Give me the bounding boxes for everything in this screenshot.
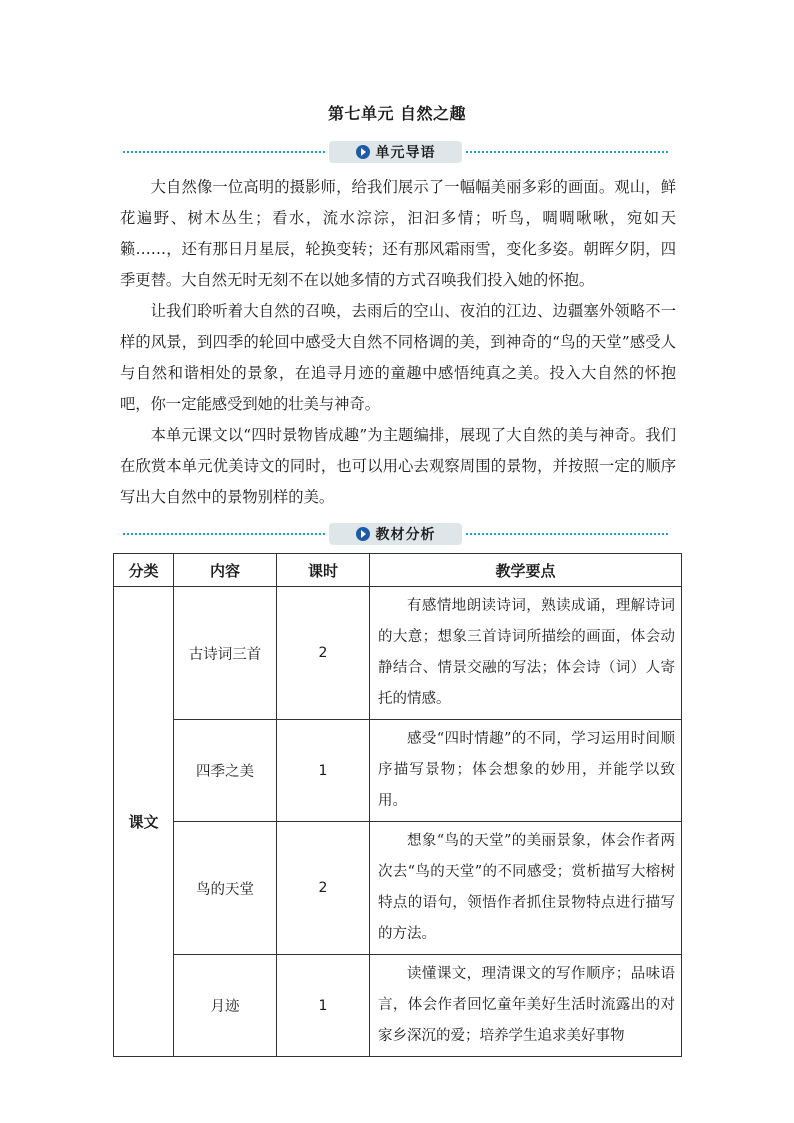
- table-header-row: [114, 554, 682, 587]
- dotted-divider-left: [123, 151, 325, 153]
- section-header-analysis: [123, 523, 668, 545]
- dotted-divider-right: [466, 151, 668, 153]
- intro-paragraph: 大自然像一位高明的摄影师，给我们展示了一幅幅美丽多彩的画面。观山，鲜花遍野、树木丛生；看水，流水淙淙，汩汩多情；听鸟，啁啁啾啾，宛如天籁……，还有那日月星辰，轮换变转；还有那风霜雨雪，变化多姿。朝晖夕阴，四季更替。大自然无时无刻不在以她多情的方式召唤我们投入她的怀抱。: [120, 178, 676, 289]
- header-content: 内容: [174, 554, 277, 587]
- header-hours: 课时: [277, 554, 370, 587]
- points-cell: 有感情地朗读诗词，熟读成诵，理解诗词的大意；想象三首诗词所描绘的画面，体会动静结合、情景交融的写法；体会诗（词）人寄托的情感。: [370, 587, 682, 720]
- header-teaching-points: 教学要点: [370, 554, 682, 587]
- content-cell: 古诗词三首: [174, 587, 277, 720]
- page-title: 第七单元 自然之趣: [327, 104, 467, 123]
- header-category: 分类: [114, 554, 174, 587]
- content-cell: 四季之美: [174, 720, 277, 822]
- intro-paragraph: 让我们聆听着大自然的召唤，去雨后的空山、夜泊的江边、边疆塞外领略不一样的风景，到四季的轮回中感受大自然不同格调的美，到神奇的“鸟的天堂”感受人与自然和谐相处的景象，在追寻月迹的童趣中感悟纯真之美。投入大自然的怀抱吧，你一定能感受到她的壮美与神奇。: [120, 302, 676, 413]
- points-cell: 想象“鸟的天堂”的美丽景象，体会作者两次去“鸟的天堂”的不同感受；赏析描写大榕树特点的语句，领悟作者抓住景物特点进行描写的方法。: [370, 822, 682, 955]
- points-cell: 感受“四时情趣”的不同，学习运用时间顺序描写景物；体会想象的妙用，并能学以致用。: [370, 720, 682, 822]
- content-cell: 鸟的天堂: [174, 822, 277, 955]
- hours-cell: 2: [277, 822, 370, 955]
- arrow-right-icon: [356, 145, 370, 159]
- section-pill: [329, 141, 462, 163]
- section-label: 单元导语: [375, 145, 436, 161]
- table-row: [114, 822, 682, 955]
- section-header-intro: [123, 141, 668, 163]
- section-pill: [329, 523, 462, 545]
- table-row: [114, 587, 682, 720]
- dotted-divider-right: [466, 533, 668, 535]
- hours-cell: 1: [277, 720, 370, 822]
- intro-paragraph: 本单元课文以“四时景物皆成趣”为主题编排，展现了大自然的美与神奇。我们在欣赏本单元优美诗文的同时，也可以用心去观察周围的景物，并按照一定的顺序写出大自然中的景物别样的美。: [120, 426, 676, 506]
- dotted-divider-left: [123, 533, 325, 535]
- textbook-analysis-table: [113, 553, 682, 1057]
- table-row: [114, 720, 682, 822]
- table-row: [114, 955, 682, 1057]
- category-cell: 课文: [114, 587, 174, 1057]
- points-cell: 读懂课文，理清课文的写作顺序；品味语言，体会作者回忆童年美好生活时流露出的对家乡深沉的爱；培养学生追求美好事物: [370, 955, 682, 1057]
- hours-cell: 1: [277, 955, 370, 1057]
- hours-cell: 2: [277, 587, 370, 720]
- unit-introduction: [120, 172, 676, 513]
- section-label: 教材分析: [375, 527, 436, 543]
- content-cell: 月迹: [174, 955, 277, 1057]
- arrow-right-icon: [356, 527, 370, 541]
